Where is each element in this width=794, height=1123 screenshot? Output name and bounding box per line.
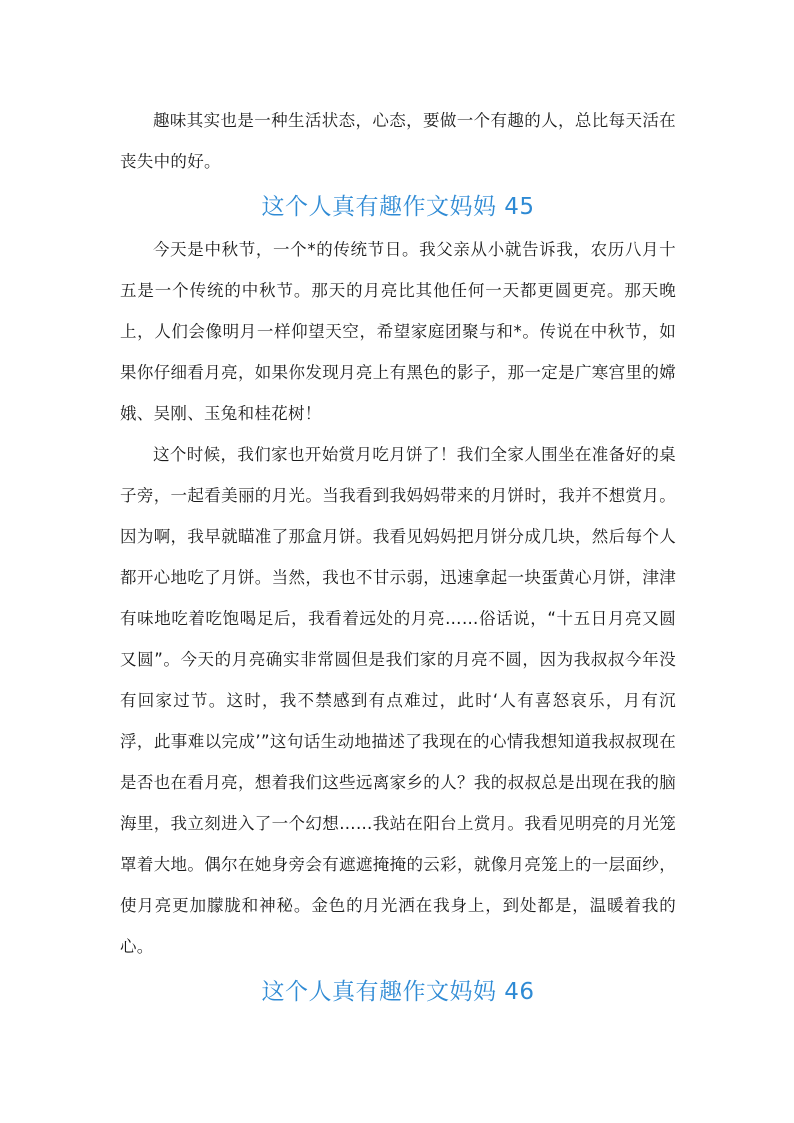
document-page [120, 100, 676, 1013]
essay-title-46: 这个人真有趣作文妈妈 46 [261, 979, 535, 1005]
essay-title-45: 这个人真有趣作文妈妈 45 [261, 194, 535, 220]
paragraph-mid-autumn: 今天是中秋节，一个*的传统节日。我父亲从小就告诉我，农历八月十五是一个传统的中秋节。那天的月亮比其他任何一天都更圆更亮。那天晚上，人们会像明月一样仰望天空，希望家庭团聚与和*。传说在中秋节，如果你仔细看月亮，如果你发现月亮上有黑色的影子，那一定是广寒宫里的嫦娥、吴刚、玉兔和桂花树！ [120, 240, 676, 423]
paragraph-intro-end: 趣味其实也是一种生活状态，心态，要做一个有趣的人，总比每天活在丧失中的好。 [120, 111, 676, 171]
paragraph-mooncake: 这个时候，我们家也开始赏月吃月饼了！我们全家人围坐在准备好的桌子旁，一起看美丽的月光。当我看到我妈妈带来的月饼时，我并不想赏月。因为啊，我早就瞄准了那盒月饼。我看见妈妈把月饼分成几块，然后每个人都开心地吃了月饼。当然，我也不甘示弱，迅速拿起一块蛋黄心月饼，津津有味地吃着吃饱喝足后，我看着远处的月亮……俗话说，“十五日月亮又圆又圆”。今天的月亮确实非常圆但是我们家的月亮不圆，因为我叔叔今年没有回家过节。这时，我不禁感到有点难过，此时‘人有喜怒哀乐，月有沉浮，此事难以完成’”这句话生动地描述了我现在的心情我想知道我叔叔现在是否也在看月亮，想着我们这些远离家乡的人？我的叔叔总是出现在我的脑海里，我立刻进入了一个幻想……我站在阳台上赏月。我看见明亮的月光笼罩着大地。偶尔在她身旁会有遮遮掩掩的云彩，就像月亮笼上的一层面纱，使月亮更加朦胧和神秘。金色的月光洒在我身上，到处都是，温暖着我的心。 [120, 445, 676, 956]
